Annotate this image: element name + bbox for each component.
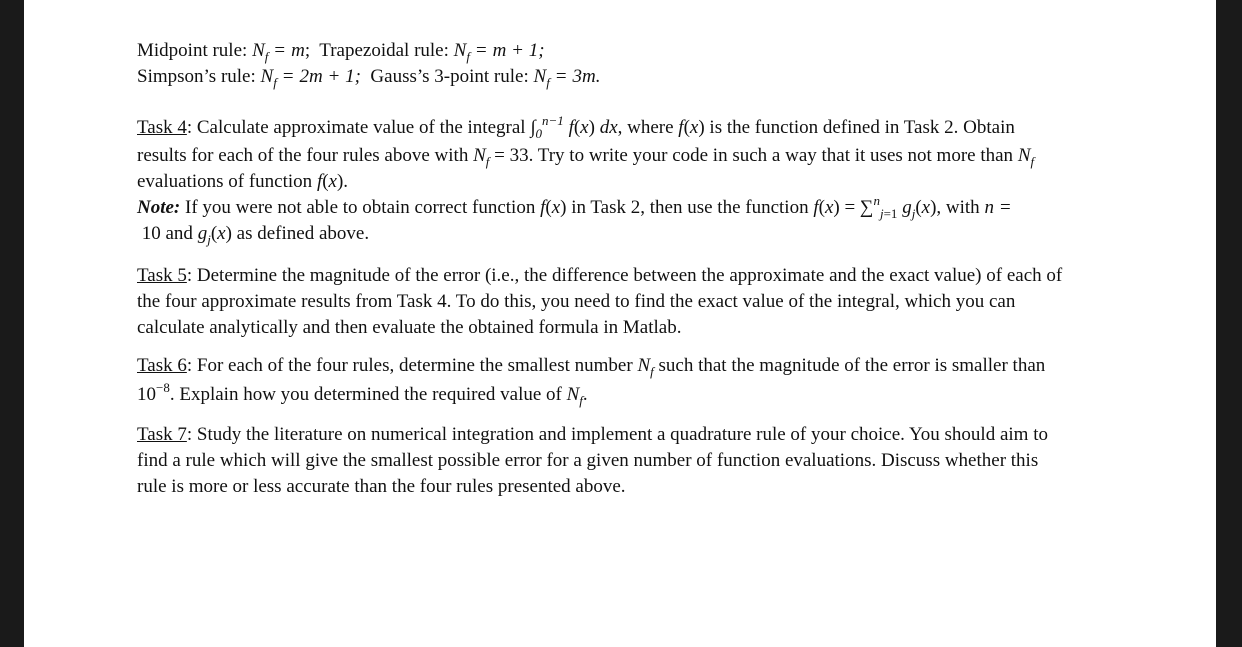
task6-label: Task 6 (137, 355, 187, 376)
task4-note-line-1: Note: If you were not able to obtain correct function f(x) in Task 2, then use the function f(x) = ∑$^n_{j=1}$ $g_j(x)$, with n = (137, 193, 1011, 221)
rules-line-1: Midpoint rule: $N_f = m$; Trapezoidal rule: $N_f = m + 1$; (137, 40, 545, 64)
task7-label: Task 7 (137, 424, 187, 445)
document-content (137, 38, 1127, 500)
note-label: Note: (137, 197, 181, 218)
task4-note-line-2: 10 and $g_j(x)$ as defined above. (141, 223, 370, 247)
rules-line-2: Simpson’s rule: $N_f = 2m + 1$; Gauss’s 3-point rule: $N_f = 3m$. (137, 66, 601, 90)
task6-line-1: Task 6: For each of the four rules, determine the smallest number $N_f$ such that the magnitude of the error is smaller than (137, 355, 1046, 379)
task5-line-2: the four approximate results from Task 4. To do this, you need to find the exact value of the integral, which you can (137, 291, 1016, 312)
task6-line-2: $10^{-8}$. Explain how you determined the required value of $N_f$. (137, 380, 588, 408)
task4-label: Task 4 (137, 117, 187, 138)
task7-line-2: find a rule which will give the smallest possible error for a given number of function evaluations. Discuss whether this (137, 450, 1039, 471)
document-page (24, 0, 1216, 647)
task7-line-1: Task 7: Study the literature on numerical integration and implement a quadrature rule of your choice. You should aim to (137, 424, 1048, 445)
task5-line-3: calculate analytically and then evaluate the obtained formula in Matlab. (137, 317, 682, 338)
task4-line-3: evaluations of function f(x). (137, 171, 349, 192)
task4-line-2: results for each of the four rules above with $N_f = 33$. Try to write your code in such a way that it uses not more than $N_f$ (137, 145, 1035, 169)
task4-line-1: Task 4: Calculate approximate value of the integral $\int_0^{n-1}$ f(x) dx, where f(x) is the function defined in Task 2. Obtain (137, 113, 1015, 141)
task5-line-1: Task 5: Determine the magnitude of the error (i.e., the difference between the approximate and the exact value) of each of (137, 265, 1063, 286)
task7-line-3: rule is more or less accurate than the four rules presented above. (137, 476, 626, 497)
task5-label: Task 5 (137, 265, 187, 286)
